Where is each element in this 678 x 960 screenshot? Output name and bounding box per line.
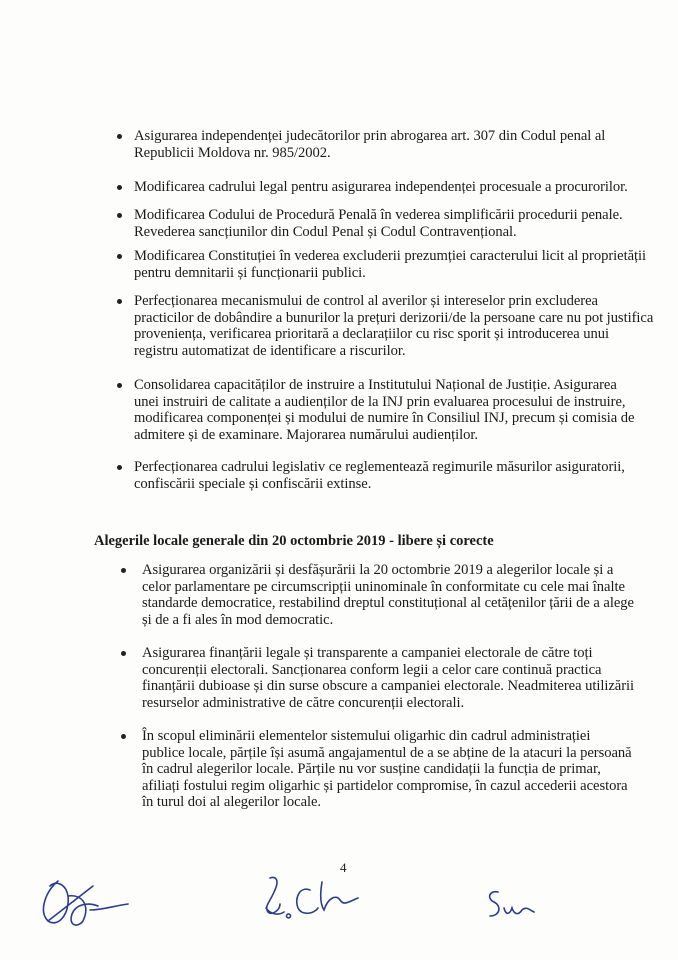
- bullet-icon: [117, 383, 122, 388]
- bullet-icon: [117, 254, 122, 259]
- signature-2: [258, 868, 378, 923]
- list-item-text: În scopul eliminării elementelor sistemului oligarhic din cadrul administrației publice locale, părțile își asumă angajamentul de a se abține de la atacuri la persoană în cadrul alegerilor locale. Părțile nu vor susține candidații la funcția de primar, afiliați fostului regim oligarhic și partidelor compromise, în cazul accederii acestora în turul doi al alegerilor locale.: [142, 728, 632, 810]
- list-item-text: Asigurarea organizării și desfășurării la 20 octombrie 2019 a alegerilor locale și a celor parlamentare pe circumscripții uninominale în conformitate cu cele mai înalte standarde democratice, restabilind dreptul constituțional al cetățenilor țării de a alege și de a fi ales în mod democratic.: [142, 562, 634, 628]
- list-item-text: Perfecționarea mecanismului de control al averilor și intereselor prin excluderea practicilor de dobândire a bunurilor la prețuri derizorii/de la persoane care nu pot justifica proveniența, verificarea prioritară a declarațiilor cu risc sporit și introducerea unui registru automatizat de identificare a riscurilor.: [134, 293, 654, 359]
- section-heading: Alegerile locale generale din 20 octombrie 2019 - libere și corecte: [94, 533, 494, 549]
- bullet-icon: [117, 299, 122, 304]
- bullet-icon: [117, 213, 122, 218]
- list-item-text: Modificarea Codului de Procedură Penală în vederea simplificării procedurii penale. Revederea sancțiunilor din Codul Penal și Codul Contravențional.: [134, 207, 623, 240]
- signature-1: [28, 866, 138, 936]
- page-number: 4: [340, 860, 347, 875]
- bullet-icon: [117, 465, 122, 470]
- list-item-text: Modificarea Constituției în vederea excluderii prezumției caracterului licit al proprietății pentru demnitarii și funcționarii publici.: [134, 248, 647, 281]
- list-item-text: Consolidarea capacităților de instruire a Institutului Național de Justiție. Asigurarea unei instruiri de calitate a audienților de la INJ prin evaluarea procesului de instruire, modificarea componenței și modului de numire în Consiliul INJ, precum și comisia de admitere și de examinare. Majorarea numărului audienților.: [134, 377, 635, 443]
- bullet-icon: [121, 734, 126, 739]
- list-item-text: Modificarea cadrului legal pentru asigurarea independenței procesuale a procurorilor.: [134, 179, 628, 195]
- bullet-icon: [121, 568, 126, 573]
- list-item-text: Asigurarea independenței judecătorilor prin abrogarea art. 307 din Codul penal al Republicii Moldova nr. 985/2002.: [134, 128, 606, 161]
- list-item-text: Asigurarea finanțării legale și transparente a campaniei electorale de către toți concurenții electorali. Sancționarea conform legii a celor care continuă practica finanțării dubioase și din surse obscure a campaniei electorale. Neadmiterea utilizării resurselor administrative de către concurenții electorali.: [142, 645, 635, 711]
- signature-3: [482, 886, 552, 926]
- bullet-icon: [117, 185, 122, 190]
- bullet-icon: [117, 134, 122, 139]
- list-item-text: Perfecționarea cadrului legislativ ce reglementează regimurile măsurilor asiguratorii, confiscării speciale și confiscării extinse.: [134, 459, 625, 492]
- bullet-icon: [121, 651, 126, 656]
